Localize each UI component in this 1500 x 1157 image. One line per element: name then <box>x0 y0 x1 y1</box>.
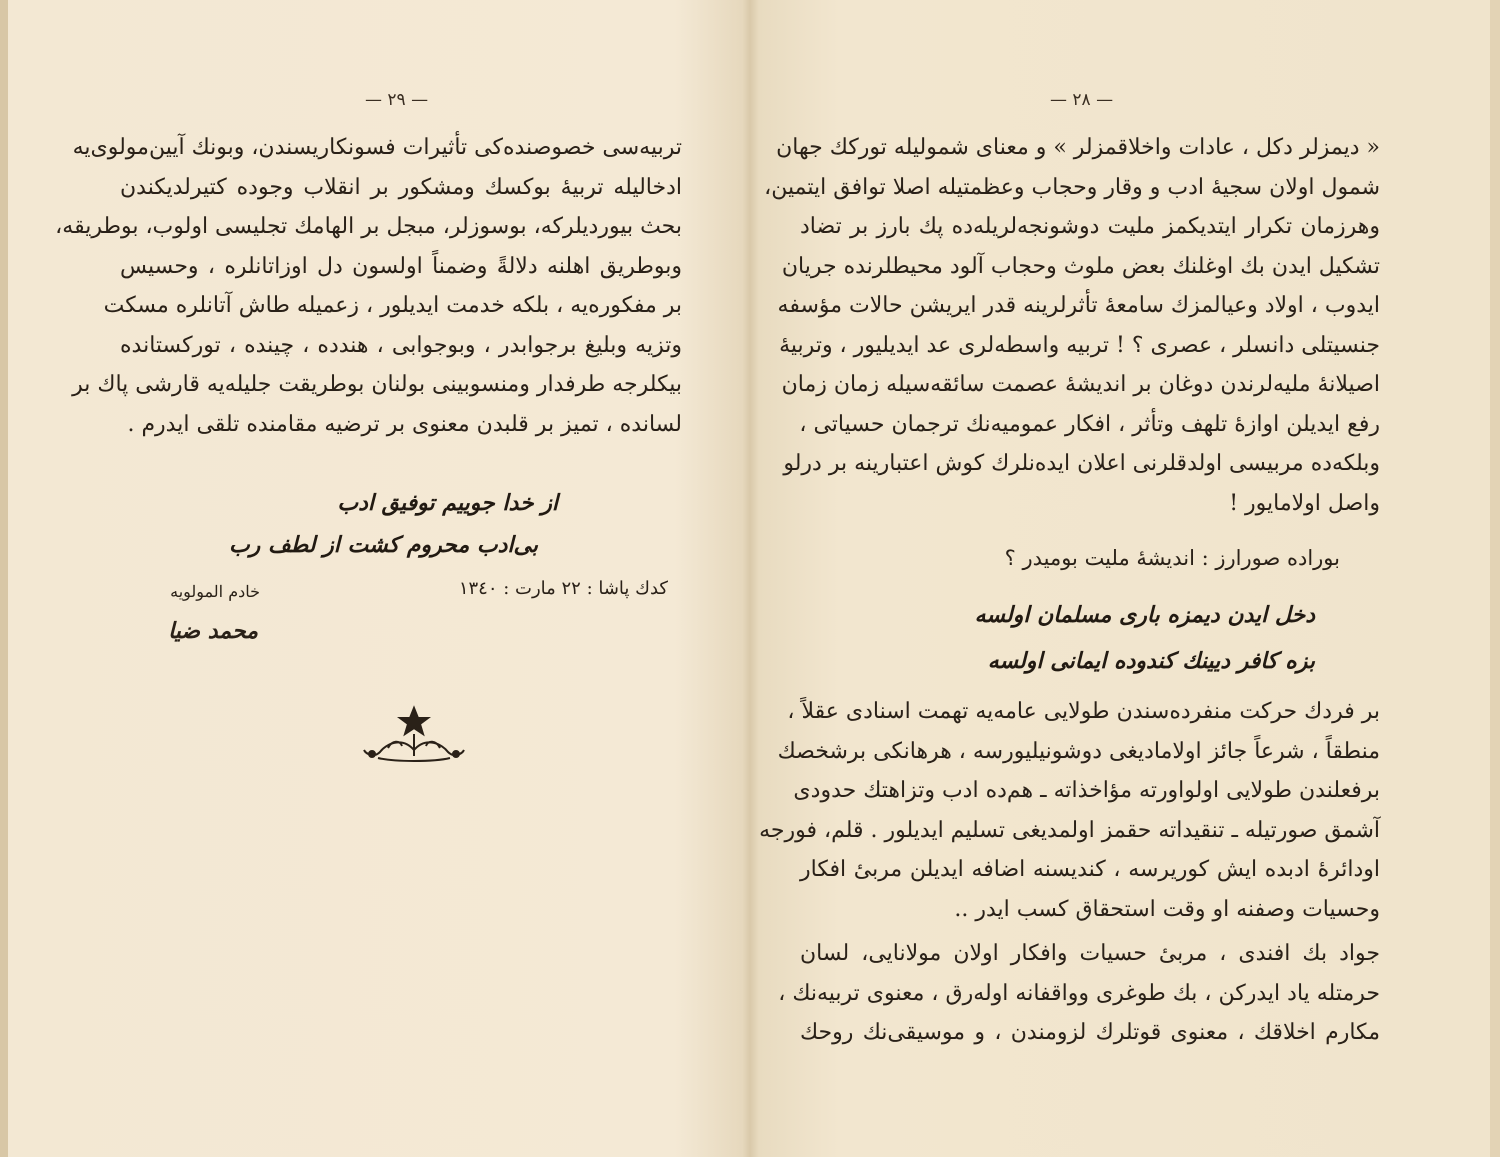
left-page <box>0 0 748 1157</box>
text-line: ادخالیله تربیهٔ بوکسك ومشکور بر انقلاب وجوده کتیرلدیکندن <box>120 174 682 200</box>
question-line: بوراده صورارز : اندیشهٔ ملیت بومیدر ؟ <box>1004 546 1340 570</box>
text-line: بر مفکوره‌یه ، بلکه خدمت ایدیلور ، زعمیله طاش آتانلره مسکت <box>103 293 682 318</box>
left-page-paragraph <box>55 128 682 444</box>
right-page-paragraph-3 <box>778 934 1380 1053</box>
text-line: رفع ایدیلن اوازهٔ تلهف وتأثر ، افکار عمومیه‌نك ترجمان حسیاتی ، <box>799 411 1380 437</box>
text-line: جنسیتلی دانسلر ، عصری ؟ ! تربیه واسطه‌لری عد ایدیلیور ، وتربیهٔ <box>779 332 1380 358</box>
text-line: وبلکه‌ده مربیسی اولدقلرنی اعلان ایده‌نلرك کوش اعتبارینه بر درلو <box>783 451 1380 476</box>
text-line: وحسیات وصفنه او وقت استحقاق کسب ایدر .. <box>954 896 1380 922</box>
text-line: تربیه‌سی خصوصنده‌کی تأثیرات فسونکاریسندن، وبونك آیین‌مولوی‌یه <box>72 135 682 160</box>
text-line: بیکلرجه طرفدار ومنسوبینی بولنان بوطریقت جلیله‌یه قارشی پاك بر <box>72 372 682 397</box>
text-line: شمول اولان سجیهٔ ادب و وقار وحجاب وعظمتیله اصلا توافق ایتمین، <box>764 174 1380 200</box>
text-line: لسانده ، تمیز بر قلبدن معنوی بر ترضیه مقامنده تلقی ایدرم . <box>127 411 682 437</box>
text-line: وهرزمان تکرار ایتدیکمز ملیت دوشونجه‌لریله‌ده پك بارز بر تضاد <box>800 214 1380 239</box>
text-line: اودائرهٔ ادبده ایش کوریرسه ، کندیسنه اضافه ایدیلن مربیٔ افکار <box>800 857 1381 882</box>
page-number: — ٢٨ — <box>1050 90 1114 110</box>
text-line: جواد بك افندی ، مربیٔ حسیات وافکار اولان مولانایی، لسان <box>800 941 1380 966</box>
page-number: — ٢٩ — <box>365 90 429 110</box>
text-line: بر فردك حرکت منفرده‌سندن طولایی عامه‌یه تهمت اسنادی عقلاً ، <box>787 699 1380 724</box>
right-page-paragraph <box>764 128 1380 523</box>
text-line: حرمتله یاد ایدرکن ، بك طوغری وواقفانه اوله‌رق ، معنوی تربیه‌نك ، <box>778 980 1380 1006</box>
text-line: اصیلانهٔ ملیه‌لرندن دوغان بر اندیشهٔ عصمت سائقه‌سیله زمان زمان <box>781 372 1380 397</box>
text-line: « دیمزلر دکل ، عادات واخلاقمزلر » و معنای شمولیله تورکك جهان <box>776 135 1380 160</box>
text-line: واصل اولامایور ! <box>1229 490 1380 516</box>
text-line: تشکیل ایدن بك اوغلنك بعض ملوث وحجاب آلود محیطلرنده جریان <box>781 253 1380 279</box>
signer-title: خادم المولویه <box>170 582 260 601</box>
text-line: مکارم اخلاقك ، معنوی قوتلرك لزومندن ، و موسیقی‌نك روحك <box>800 1020 1380 1045</box>
signer-name: محمد ضیا <box>168 618 258 644</box>
date-line: کدك پاشا : ٢٢ مارت : ١٣٤٠ <box>458 578 668 599</box>
verse-line: بزه کافر دیینك کندوده ایمانی اولسه <box>987 648 1315 674</box>
text-line: بحث بیوردیلرکه، بوسوزلر، مبجل بر الهامك تجلیسی اولوب، بوطریقه، <box>55 214 682 239</box>
text-line: آشمق صورتیله ـ تنقیداته حقمز اولمدیغی تسلیم ایدیلور . قلم، فورجه <box>759 817 1380 843</box>
floral-ornament-icon <box>358 700 470 766</box>
text-line: وبوطریق اهلنه دلالةً وضمناً اولسون دل اوزاتانلره ، وحسیس <box>120 253 682 279</box>
text-line: منطقاً ، شرعاً جائز اولامادیغی دوشونیلیورسه ، هرهانکی برشخصك <box>777 738 1380 764</box>
right-page-paragraph-2 <box>759 692 1381 929</box>
right-page <box>752 0 1500 1157</box>
text-line: ایدوب ، اولاد وعیالمزك سامعهٔ تأثرلرینه قدر ایریشن حالات مؤسفه <box>777 293 1380 318</box>
text-line: برفعلندن طولایی اولواورته مؤاخذاته ـ هم‌ده ادب وتزاهتك حدودی <box>793 778 1380 803</box>
verse-line: بی‌ادب محروم کشت از لطف رب <box>228 532 538 558</box>
verse-line: از خدا جوییم توفیق ادب <box>337 490 558 516</box>
text-line: وتزیه وبلیغ برجوابدر ، وبوجوابی ، هندده ، چینده ، تورکستانده <box>120 332 682 358</box>
verse-line: دخل ایدن دیمزه باری مسلمان اولسه <box>974 602 1315 628</box>
